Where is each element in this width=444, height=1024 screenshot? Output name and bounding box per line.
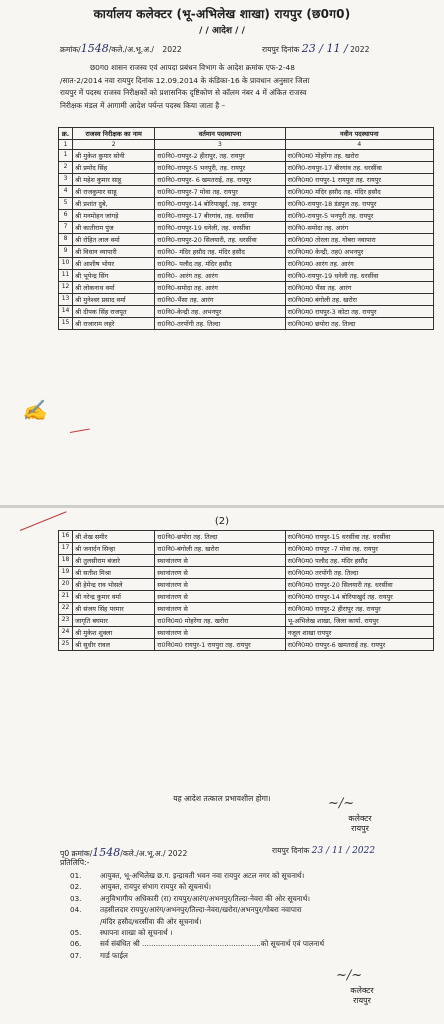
table-row: [59, 282, 434, 294]
new-posting: नजूल शाखा रायपुर: [285, 627, 433, 639]
current-posting: रा0नि0-रायपुर- 6 खमतराई, तह. रायपुर: [155, 174, 285, 186]
date-year: 2022: [350, 45, 370, 54]
copy-to-list: [70, 870, 434, 961]
current-posting: स्थानांतरण से: [155, 603, 285, 615]
date-label: रायपुर दिनांक: [262, 45, 300, 54]
new-posting: रा0नि0-रायपुर-5 भनपुरी तह. रायपुर: [285, 210, 433, 222]
collector-signature: ~∕~: [328, 796, 355, 811]
new-posting: रा0नि0-रायपुर-18 डंडपुल तह. रायपुर: [285, 198, 433, 210]
signature-block: [330, 814, 390, 834]
new-posting: रा0नि0म0 रायपुर-2 हीरापुर तह. रायपुर: [285, 603, 433, 615]
officer-name: श्री भूपेन्द्र सिंग: [73, 270, 155, 282]
order-page-1: [0, 0, 444, 506]
copy-label: प्रतिलिपि:-: [60, 858, 90, 867]
new-posting: रा0नि0म0 रायपुर-1 रायपुरा तह. रायपुर: [285, 174, 433, 186]
officer-name: श्री राजाराम लहरे: [73, 318, 155, 330]
table-row: [59, 579, 434, 591]
officer-name: श्री विधान व्यापारी: [73, 246, 155, 258]
order-reference: [60, 42, 182, 55]
table-row: [59, 258, 434, 270]
row-serial: 18: [59, 555, 73, 567]
header-serial: क्र.: [59, 128, 73, 140]
row-serial: 12: [59, 282, 73, 294]
row-serial: 21: [59, 591, 73, 603]
current-posting: रा0नि0-केन्द्री तह. अभनपुर: [155, 306, 285, 318]
table-row: [59, 198, 434, 210]
header-current-posting: वर्तमान पदस्थापना: [155, 128, 285, 140]
new-posting: रा0नि0म0 बंगोली तह. खरोरा: [285, 294, 433, 306]
current-posting: स्थानांतरण से: [155, 579, 285, 591]
table-row: [59, 150, 434, 162]
column-number-row: [59, 140, 434, 150]
date-value: 23 / 11 /: [301, 42, 348, 55]
new-posting: रा0नि0म0 रायपुर-20 सिलयारी तह. धरसींवा: [285, 579, 433, 591]
list-item: 06. सर्व संबंधित श्री ....................................................को सूचनार्थ एवं पालनार्थ: [70, 939, 325, 949]
new-posting: रा0नि0म0 भैंसा तह. आरंग: [285, 282, 433, 294]
current-posting: रा0नि0-समोदा तह. आरंग: [155, 282, 285, 294]
col-number: 2: [73, 140, 155, 150]
list-item: 04. तहसीलदार रायपुर/आरंग/अभनपुर/तिल्दा-नेवरा/खरोरा/अभनपुर/गोबरा नवापारा: [70, 905, 302, 915]
row-serial: 22: [59, 603, 73, 615]
row-serial: 7: [59, 222, 73, 234]
table-row: [59, 270, 434, 282]
order-heading: / / आदेश / /: [199, 26, 245, 36]
endorsement-signature-place: रायपुर: [353, 996, 371, 1005]
current-posting: रा0नि0म0 मोहरेंगा तह. खरोरा: [155, 615, 285, 627]
row-serial: 14: [59, 306, 73, 318]
endorsement-signature-block: [330, 986, 394, 1006]
table-row: [59, 531, 434, 543]
intro-line: /सात-2/2014 नवा रायपुर दिनांक 12.09.2014 के कंडिका-16 के प्रावधान अनुसार जिला: [60, 75, 310, 85]
new-posting: रा0नि0म0 छपोरा तह. तिल्दा: [285, 318, 433, 330]
current-posting: रा0नि0-रायपुर-5 भनपुरी, तह. रायपुर: [155, 162, 285, 174]
endorsement-ref-number: 1548: [92, 846, 121, 859]
new-posting: रा0नि0-रायपुर-19 धनेली तह. धरसींवा: [285, 270, 433, 282]
table-header-row: [59, 128, 434, 140]
row-serial: 24: [59, 627, 73, 639]
ref-suffix: /कले./अ.भू.अ./: [108, 45, 154, 54]
officer-name: श्री संजय सिंह परमार: [73, 603, 155, 615]
current-posting: स्थानांतरण से: [155, 555, 285, 567]
current-posting: रा0नि0-रायपुर-2 हीरापुर, तह. रायपुर: [155, 150, 285, 162]
list-item: 07. गार्ड फाईल: [70, 950, 128, 960]
officer-name: श्री सतीश मिश्रा: [73, 567, 155, 579]
table-row: [59, 234, 434, 246]
officer-name: श्री नरेन्द्र कुमार वर्मा: [73, 591, 155, 603]
endorsement-signature-title: कलेक्टर: [350, 986, 374, 995]
red-tick-mark: [70, 429, 90, 433]
endorsement-date-label: रायपुर दिनांक: [272, 846, 310, 855]
current-posting: रा0नि0- मंदिर हसौद तह. मंदिर हसौद: [155, 246, 285, 258]
endorsement-date-value: 23 / 11 / 2022: [311, 846, 376, 856]
officer-name: श्री हेमेन्द्र राव भोसले: [73, 579, 155, 591]
order-page-2: [0, 508, 444, 1024]
current-posting: रा0नि0-भैंसा तह. आरंग: [155, 294, 285, 306]
current-posting: रा0नि0-रायपुर-14 बोरियाखुर्द, तह. रायपुर: [155, 198, 285, 210]
table-row: [59, 210, 434, 222]
intro-paragraph: [60, 62, 432, 112]
list-item: 02. आयुक्त, रायपुर संभाग रायपुर को सूचनार्थ।: [70, 882, 211, 892]
current-posting: रा0नि0-तरपोंगी तह. तिल्दा: [155, 318, 285, 330]
intro-line: रायपुर में पदस्थ राजस्व निरीक्षकों को प्रशासनिक दृष्टिकोण से कॉलम नंबर 4 में अंकित राजस्व: [60, 88, 307, 97]
new-posting: रा0नि0म0 रायपुर-6 खमतराई तह. रायपुर: [285, 639, 433, 651]
row-serial: 20: [59, 579, 73, 591]
current-posting: स्थानांतरण से: [155, 627, 285, 639]
transfer-table-page-1: [58, 127, 434, 330]
signature-title: कलेक्टर: [348, 814, 372, 823]
table-row: [59, 567, 434, 579]
row-serial: 6: [59, 210, 73, 222]
intro-line: छ0ग0 शासन राजस्व एवं आपदा प्रबंधन विभाग के आदेश क्रमांक एफ-2-48: [90, 63, 295, 72]
table-row: [59, 615, 434, 627]
officer-name: श्री राजकुमार साहू: [73, 186, 155, 198]
officer-name: श्री प्रशांत दुबे,: [73, 198, 155, 210]
table-row: [59, 318, 434, 330]
header-new-posting: नवीन पदस्थापना: [285, 128, 433, 140]
new-posting: रा0नि0म0 रायपुर-15 धरसींवा तह. धरसींवा: [285, 531, 433, 543]
new-posting: रा0नि0म0 रायपुर -7 मोवा तह. रायपुर: [285, 543, 433, 555]
new-posting: रा0नि0म0 तोरला तह. गोबरा नवापारा: [285, 234, 433, 246]
officer-name: श्री कातीराम पुंज: [73, 222, 155, 234]
table-row: [59, 174, 434, 186]
row-serial: 17: [59, 543, 73, 555]
officer-name: श्री मनमोहन जांगड़े: [73, 210, 155, 222]
officer-name: श्री जनार्दन सिन्हा: [73, 543, 155, 555]
order-date: [262, 42, 369, 55]
current-posting: रा0नि0-रायपुर-19 धनेली, तह. धरसींवा: [155, 222, 285, 234]
list-item: 05. स्थापना शाखा को सूचनार्थ ।: [70, 928, 173, 938]
new-posting: रा0नि0म0 रायपुर-3 कोटा तह. रायपुर: [285, 306, 433, 318]
row-serial: 10: [59, 258, 73, 270]
new-posting: रा0नि0म0 आरंग तह. आरंग: [285, 258, 433, 270]
endorsement-date: [272, 846, 375, 856]
table-row: [59, 603, 434, 615]
current-posting: रा0नि0म0 रायपुर-1 रायपुरा तह. रायपुर: [155, 639, 285, 651]
row-serial: 2: [59, 162, 73, 174]
page-number: (2): [214, 516, 230, 527]
officer-name: श्री आशीष भोयर: [73, 258, 155, 270]
table-row: [59, 246, 434, 258]
current-posting: रा0नि0-रायपुर-17 बीरगांव, तह. धरसींवा: [155, 210, 285, 222]
ref-prefix: क्रमांक/: [60, 45, 81, 54]
officer-name: श्री मुकेश शुक्ला: [73, 627, 155, 639]
table-row: [59, 543, 434, 555]
new-posting: रा0नि0म0 तरपोंगी तह. तिल्दा: [285, 567, 433, 579]
new-posting: रा0नि0म0 मोहरेंगा तह. खरोरा: [285, 150, 433, 162]
col-number: 3: [155, 140, 285, 150]
new-posting: रा0नि0-रायपुर-17 बीरगांव तह. धरसींवा: [285, 162, 433, 174]
row-serial: 4: [59, 186, 73, 198]
officer-name: श्री तुलसीराम बंजारे: [73, 555, 155, 567]
table-row: [59, 306, 434, 318]
table-row: [59, 222, 434, 234]
officer-name: श्री लोकनाथ वर्मा: [73, 282, 155, 294]
officer-name: श्री सुधीर रावल: [73, 639, 155, 651]
officer-name: श्री रोहित लाल वर्मा: [73, 234, 155, 246]
ref-number: 1548: [80, 42, 109, 55]
row-serial: 23: [59, 615, 73, 627]
row-serial: 8: [59, 234, 73, 246]
endorsement-ref-suffix: /कले./अ.भू.अ./ 2022: [120, 849, 188, 858]
table-row: [59, 555, 434, 567]
row-serial: 19: [59, 567, 73, 579]
current-posting: रा0नि0-रायपुर-7 मोवा तह. रायपुर: [155, 186, 285, 198]
new-posting: रा0नि0म0 रायपुर-14 बोरियाखुर्द तह. रायपुर: [285, 591, 433, 603]
table-row: [59, 162, 434, 174]
officer-name: श्री महेश कुमार साहू: [73, 174, 155, 186]
transfer-table-page-2: [58, 530, 434, 651]
officer-name: श्री मुकेश कुमार सोनी: [73, 150, 155, 162]
current-posting: रा0नि0- आरंग तह. आरंग: [155, 270, 285, 282]
new-posting: रा0नि0-समोदा तह. आरंग: [285, 222, 433, 234]
row-serial: 13: [59, 294, 73, 306]
new-posting: रा0नि0म0 मंदिर हसौद तह. मंदिर हसौद: [285, 186, 433, 198]
list-item: 01. आयुक्त, भू-अभिलेख छ.ग. इन्द्रावती भवन नवा रायपुर अटल नगर को सूचनार्थ।: [70, 871, 305, 880]
row-serial: 25: [59, 639, 73, 651]
new-posting: रा0नि0म0 केन्द्री, तह0 अभनपुर: [285, 246, 433, 258]
officer-name: जागृति बघमार: [73, 615, 155, 627]
table-row: [59, 591, 434, 603]
officer-name: श्री शेख समीर: [73, 531, 155, 543]
effect-line: यह आदेश तत्काल प्रभावशील होगा।: [173, 794, 271, 803]
row-serial: 5: [59, 198, 73, 210]
table-row: [59, 639, 434, 651]
list-item: 03. अनुविभागीय अधिकारी (रा) रायपुर/आरंग/अभनपुर/तिल्दा-नेवरा की ओर सूचनार्थ।: [70, 893, 310, 903]
list-item: /मंदिर हसौद/धरसींवा की ओर सूचनार्थ।: [100, 916, 202, 926]
new-posting: रा0नि0म0 पलौद तह. मंदिर हसौद: [285, 555, 433, 567]
ref-year: 2022: [162, 45, 182, 54]
col-number: 4: [285, 140, 433, 150]
row-serial: 3: [59, 174, 73, 186]
table-row: [59, 294, 434, 306]
current-posting: रा0नि0- पलौद तह. मंदिर हसौद: [155, 258, 285, 270]
table-row: [59, 627, 434, 639]
signature-place: रायपुर: [351, 824, 369, 833]
row-serial: 16: [59, 531, 73, 543]
margin-initials-mark: ✍: [22, 398, 47, 422]
current-posting: स्थानांतरण से: [155, 591, 285, 603]
officer-name: श्री मुनेश्वर प्रसाद वर्मा: [73, 294, 155, 306]
current-posting: रा0नि0-रायपुर-20 सिलयारी, तह. धरसींवा: [155, 234, 285, 246]
endorsement-signature: ~∕~: [336, 968, 363, 983]
officer-name: श्री प्रमोद सिंह: [73, 162, 155, 174]
current-posting: रा0नि0-छपोरा तह. तिल्दा: [155, 531, 285, 543]
row-serial: 9: [59, 246, 73, 258]
endorsement-ref-prefix: पृ0 क्रमांक/: [60, 849, 93, 858]
officer-name: श्री दीपक सिंह राजपूत: [73, 306, 155, 318]
row-serial: 15: [59, 318, 73, 330]
intro-line: निरीक्षक मंडल में आगामी आदेश पर्यन्त पदस्थ किया जाता है –: [60, 100, 226, 110]
row-serial: 11: [59, 270, 73, 282]
current-posting: रा0नि0-बंगोली तह. खरोरा: [155, 543, 285, 555]
office-title: कार्यालय कलेक्टर (भू-अभिलेख शाखा) रायपुर (छ0ग0): [93, 7, 351, 21]
row-serial: 1: [59, 150, 73, 162]
current-posting: स्थानांतरण से: [155, 567, 285, 579]
new-posting: भू-अभिलेख शाखा, जिला कार्या. रायपुर: [285, 615, 433, 627]
col-number: 1: [59, 140, 73, 150]
header-name: राजस्व निरीक्षक का नाम: [73, 128, 155, 140]
table-row: [59, 186, 434, 198]
